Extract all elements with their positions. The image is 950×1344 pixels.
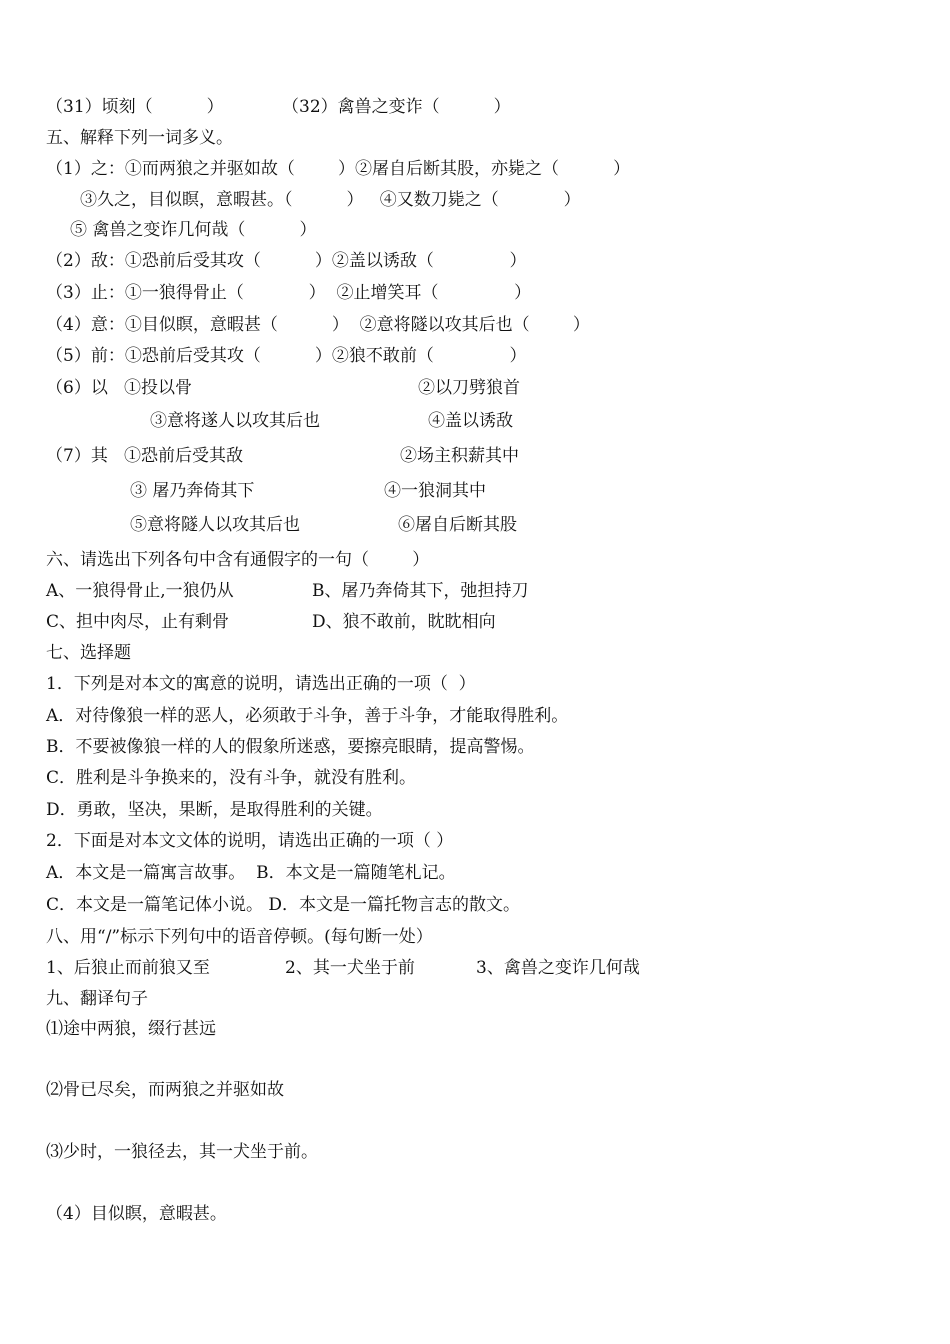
text-line: （4）目似瞑，意暇甚。 — [46, 1204, 227, 1224]
text-line: 2．下面是对本文文体的说明，请选出正确的一项（ ） — [46, 831, 454, 851]
text-line: ⑶少时，一狼径去，其一犬坐于前。 — [46, 1142, 318, 1162]
text-line: ⑥屠自后断其股 — [398, 515, 517, 535]
text-line: ⑤意将隧人以攻其后也 — [130, 515, 300, 535]
text-line: ④一狼洞其中 — [384, 481, 486, 501]
text-line: ③久之，目似瞑，意暇甚。（ ） ④又数刀毙之（ ） — [80, 190, 581, 210]
text-line: C．胜利是斗争换来的，没有斗争，就没有胜利。 — [46, 768, 417, 788]
text-line: （31）顷刻（ ） — [46, 97, 224, 117]
text-line: 2、其一犬坐于前 — [285, 958, 415, 978]
text-line: ②以刀劈狼首 — [418, 378, 520, 398]
text-line: C．本文是一篇笔记体小说。 D．本文是一篇托物言志的散文。 — [46, 895, 521, 915]
text-line: ④盖以诱敌 — [428, 411, 513, 431]
text-line: （3）止：①一狼得骨止（ ） ②止增笑耳（ ） — [46, 283, 532, 303]
text-line: （7）其 ①恐前后受其敌 — [46, 446, 244, 466]
text-line: ⑤ 禽兽之变诈几何哉（ ） — [70, 220, 317, 240]
text-line: A、一狼得骨止,一狼仍从 — [46, 581, 234, 601]
text-line: ③ 屠乃奔倚其下 — [130, 481, 255, 501]
text-line: 八、用“/”标示下列句中的语音停顿。(每句断一处） — [46, 927, 433, 947]
text-line: （32）禽兽之变诈（ ） — [282, 97, 511, 117]
text-line: 九、翻译句子 — [46, 989, 148, 1009]
text-line: 七、选择题 — [46, 643, 131, 663]
text-line: C、担中肉尽，止有剩骨 — [46, 612, 230, 632]
text-line: ⑴途中两狼，缀行甚远 — [46, 1019, 216, 1039]
text-line: （6）以 ①投以骨 — [46, 378, 193, 398]
text-line: （5）前：①恐前后受其攻（ ）②狼不敢前（ ） — [46, 346, 527, 366]
text-line: 3、禽兽之变诈几何哉 — [476, 958, 640, 978]
text-line: （4）意：①目似瞑，意暇甚（ ） ②意将隧以攻其后也（ ） — [46, 315, 590, 335]
text-line: D、狼不敢前，眈眈相向 — [312, 612, 496, 632]
text-line: ③意将遂人以攻其后也 — [150, 411, 320, 431]
text-line: A．对待像狼一样的恶人，必须敢于斗争，善于斗争，才能取得胜利。 — [46, 706, 569, 726]
text-line: A．本文是一篇寓言故事。 B．本文是一篇随笔札记。 — [46, 863, 456, 883]
text-line: （2）敌：①恐前后受其攻（ ）②盖以诱敌（ ） — [46, 251, 527, 271]
text-line: D．勇敢，坚决，果断，是取得胜利的关键。 — [46, 800, 383, 820]
text-line: B、屠乃奔倚其下，弛担持刀 — [312, 581, 529, 601]
text-line: 六、请选出下列各句中含有通假字的一句（ ） — [46, 550, 430, 570]
text-line: 1、后狼止而前狼又至 — [46, 958, 210, 978]
text-line: B．不要被像狼一样的人的假象所迷惑，要擦亮眼睛，提高警惕。 — [46, 737, 535, 757]
text-line: 五、解释下列一词多义。 — [46, 128, 233, 148]
text-line: （1）之：①而两狼之并驱如故（ ）②屠自后断其股，亦毙之（ ） — [46, 159, 631, 179]
text-line: ②场主积薪其中 — [400, 446, 519, 466]
text-line: 1．下列是对本文的寓意的说明，请选出正确的一项（ ） — [46, 674, 476, 694]
text-line: ⑵骨已尽矣，而两狼之并驱如故 — [46, 1080, 284, 1100]
